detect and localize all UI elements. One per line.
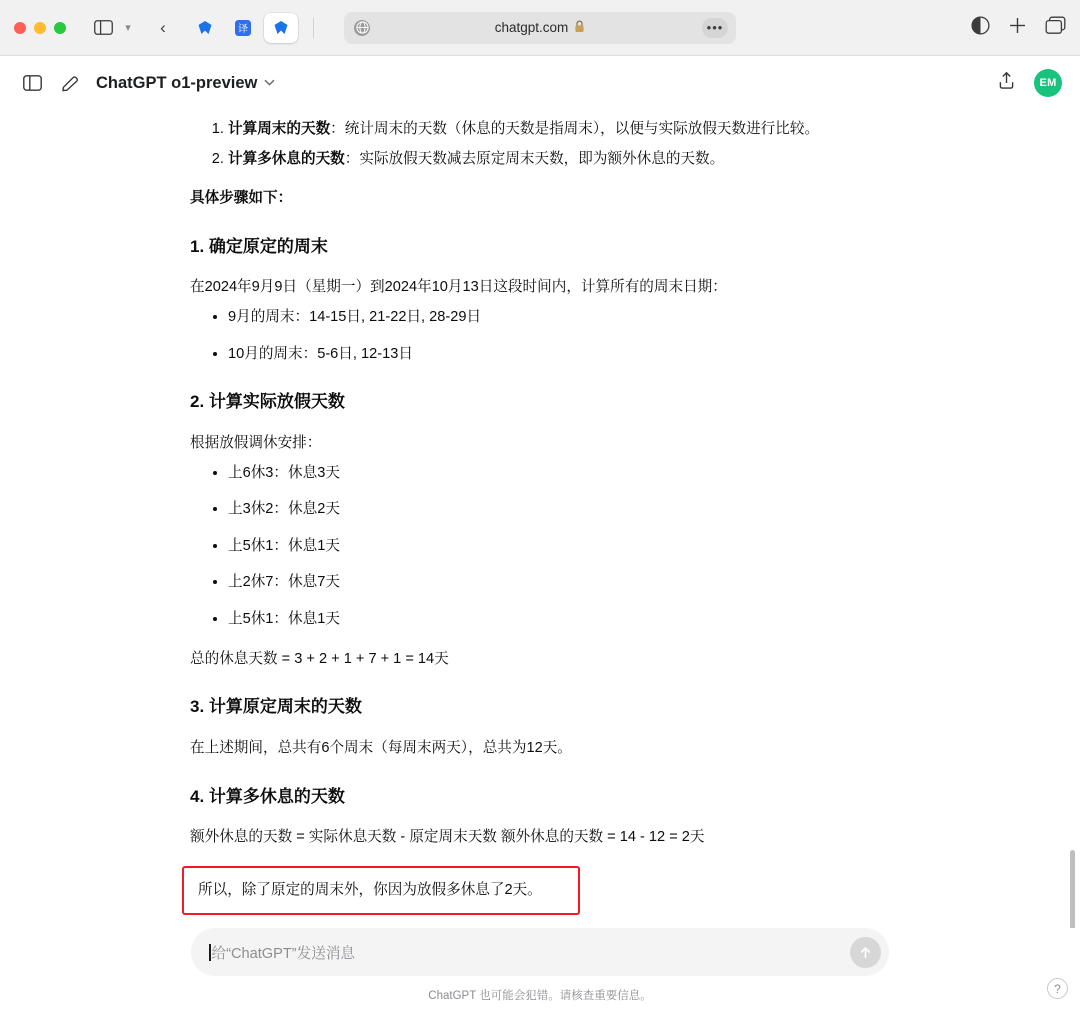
send-button[interactable] (850, 937, 881, 968)
disclaimer-text: ChatGPT 也可能会犯错。请核查重要信息。 (428, 990, 652, 1002)
list-item: • 9月的周末：14-15日, 21-22日, 28-29日 (228, 306, 890, 330)
svg-text:译: 译 (238, 23, 248, 35)
list-item-text: ：实际放假天数减去原定周末天数，即为额外休息的天数。 (344, 150, 725, 167)
window-traffic-lights (14, 22, 66, 34)
message-placeholder: 给“ChatGPT”发送消息 (211, 945, 356, 962)
section-bullets-1 (190, 306, 890, 366)
browser-toolbar (0, 0, 1080, 56)
address-text: chatgpt.com (494, 20, 569, 35)
section-bullets-2 (190, 462, 890, 632)
assistant-message (190, 110, 890, 947)
section-paragraph-1: 在2024年9月9日（星期一）到2024年10月13日这段时间内，计算所有的周末日期： (190, 279, 727, 296)
section-paragraph-3: 在上述期间，总共有6个周末（每周末两天），总共为12天。 (190, 739, 572, 756)
close-window-button[interactable] (14, 22, 26, 34)
header-right-actions (997, 69, 1062, 97)
conversation-scroll-area[interactable] (0, 110, 1080, 1011)
section-heading-2: 2. 计算实际放假天数 (190, 392, 345, 412)
text-caret (209, 944, 211, 961)
site-info-icon[interactable] (354, 20, 370, 36)
avatar[interactable]: EM (1034, 69, 1062, 97)
chevron-down-icon (264, 78, 275, 89)
list-item: • 上5休1：休息1天 (228, 535, 890, 559)
minimize-window-button[interactable] (34, 22, 46, 34)
reader-view-icon[interactable] (971, 16, 990, 40)
section-paragraph-2: 根据放假调休安排： (190, 434, 322, 451)
list-item: • 10月的周末：5-6日, 12-13日 (228, 343, 890, 367)
list-item (228, 118, 890, 142)
tab-strip (188, 13, 325, 43)
section-heading-4: 4. 计算多休息的天数 (190, 786, 345, 806)
sidebar-chevron-down-icon[interactable]: ▾ (125, 22, 131, 34)
section-total-2: 总的休息天数 = 3 + 2 + 1 + 7 + 1 = 14天 (190, 650, 449, 667)
help-button[interactable]: ? (1047, 978, 1068, 999)
address-bar[interactable] (344, 12, 736, 44)
list-item (228, 148, 890, 172)
tab-separator (313, 18, 314, 38)
message-input[interactable] (209, 942, 355, 963)
maximize-window-button[interactable] (54, 22, 66, 34)
section-heading-3: 3. 计算原定周末的天数 (190, 697, 362, 717)
panel-toggle-icon[interactable] (18, 69, 46, 97)
globe-icon (354, 20, 370, 36)
list-item-bold: 计算周末的天数 (228, 121, 331, 137)
list-item: • 上5休1：休息1天 (228, 608, 890, 632)
message-input-container[interactable] (191, 928, 889, 976)
composer-area (0, 928, 1080, 1011)
section-heading-1: 1. 确定原定的周末 (190, 236, 328, 256)
tab-favicon-2[interactable] (226, 13, 260, 43)
new-chat-icon[interactable] (56, 69, 84, 97)
share-icon[interactable] (997, 71, 1016, 95)
app-header (0, 56, 1080, 110)
page-menu-button[interactable]: ••• (702, 18, 728, 38)
list-item: • 上6休3：休息3天 (228, 462, 890, 486)
tab-overview-icon[interactable] (1045, 16, 1066, 40)
sidebar-toggle-icon[interactable] (88, 14, 118, 42)
tab-favicon-3-active[interactable] (264, 13, 298, 43)
tab-favicon-1[interactable] (188, 13, 222, 43)
highlighted-conclusion: 所以，除了原定的周末外，你因为放假多休息了2天。 (182, 866, 580, 916)
back-button[interactable]: ‹ (160, 17, 166, 37)
steps-lead-text: 具体步骤如下： (190, 190, 293, 207)
list-item-bold: 计算多休息的天数 (228, 150, 345, 167)
new-tab-icon[interactable] (1008, 16, 1027, 40)
section-paragraph-4: 额外休息的天数 = 实际休息天数 - 原定周末天数 额外休息的天数 = 14 - 12 = 2天 (190, 829, 705, 846)
lock-icon (574, 20, 585, 36)
list-item: • 上3休2：休息2天 (228, 498, 890, 522)
model-name-label: ChatGPT o1-preview (96, 73, 258, 92)
numbered-step-list (190, 118, 890, 171)
list-item-text: ：统计周末的天数（休息的天数是指周末），以便与实际放假天数进行比较。 (330, 121, 820, 137)
model-selector[interactable] (96, 74, 275, 93)
toolbar-right-actions (971, 16, 1066, 40)
list-item: • 上2休7：休息7天 (228, 571, 890, 595)
